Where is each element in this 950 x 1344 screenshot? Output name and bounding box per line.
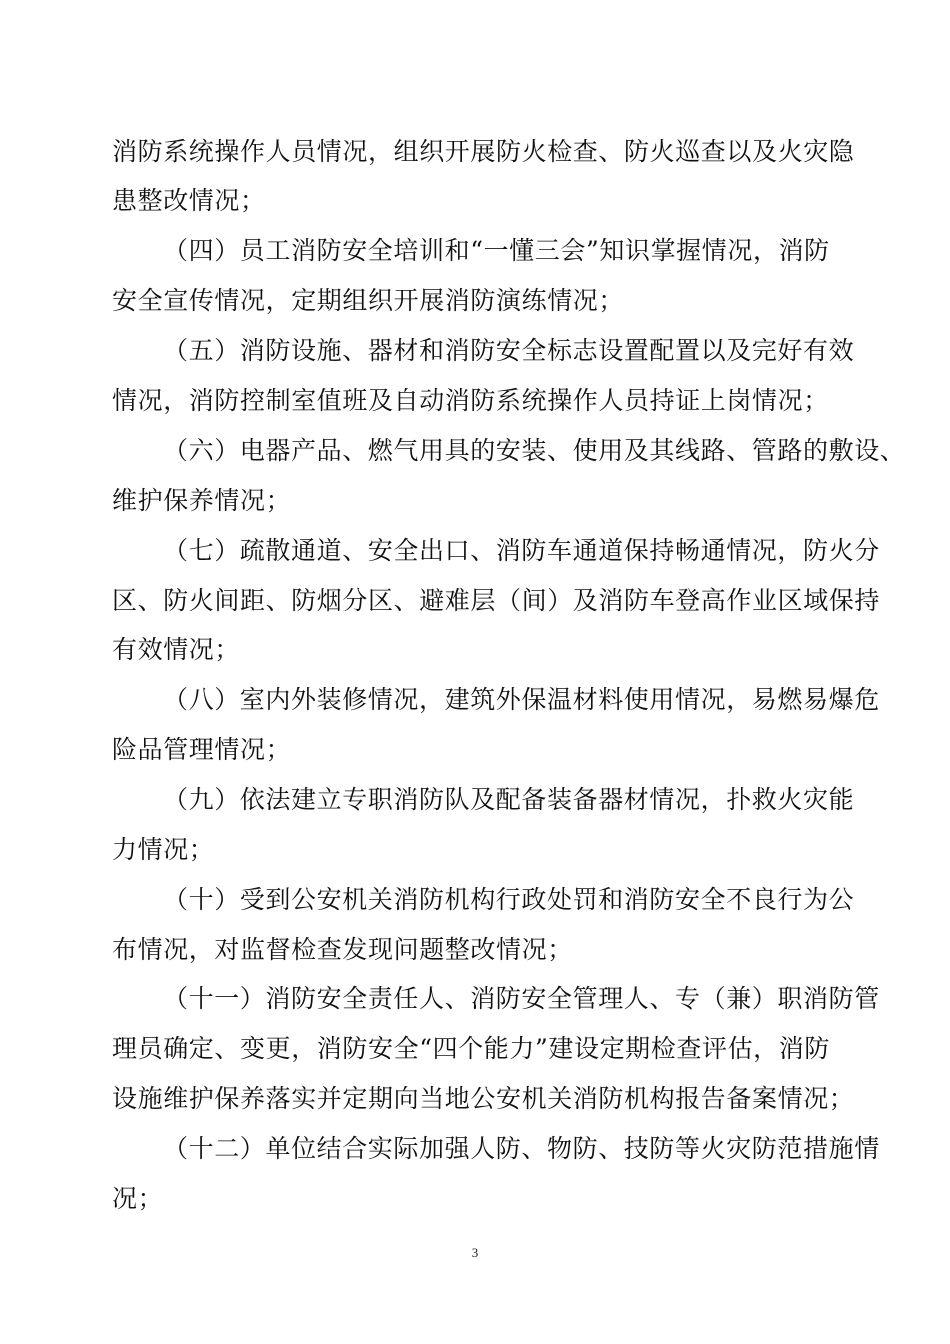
paragraph-8-line: （八）室内外装修情况，建筑外保温材料使用情况，易燃易爆危 <box>163 685 880 714</box>
text-line: 患整改情况； <box>112 186 266 215</box>
paragraph-11-line: （十一）消防安全责任人、消防安全管理人、专（兼）职消防管 <box>163 984 880 1013</box>
page-number: 3 <box>471 1245 479 1260</box>
text-line: 情况，消防控制室值班及自动消防系统操作人员持证上岗情况； <box>112 386 829 415</box>
text-line: 布情况，对监督检查发现问题整改情况； <box>112 935 573 964</box>
text-line: 有效情况； <box>112 635 241 664</box>
text-line: 险品管理情况； <box>112 735 292 764</box>
paragraph-5-line: （五）消防设施、器材和消防安全标志设置配置以及完好有效 <box>163 336 855 365</box>
text-line: 消防系统操作人员情况，组织开展防火检查、防火巡查以及火灾隐 <box>112 137 855 166</box>
paragraph-10-line: （十）受到公安机关消防机构行政处罚和消防安全不良行为公 <box>163 885 855 914</box>
paragraph-4-line: （四）员工消防安全培训和“一懂三会”知识掌握情况，消防 <box>163 236 830 265</box>
text-line: 区、防火间距、防烟分区、避难层（间）及消防车登高作业区域保持 <box>112 586 881 615</box>
text-line: 理员确定、变更，消防安全“四个能力”建设定期检查评估，消防 <box>112 1034 830 1063</box>
paragraph-6-line: （六）电器产品、燃气用具的安装、使用及其线路、管路的敷设、 <box>163 436 906 465</box>
text-line: 力情况； <box>112 835 215 864</box>
text-line: 安全宣传情况，定期组织开展消防演练情况； <box>112 286 625 315</box>
text-line: 况； <box>112 1184 164 1213</box>
text-line: 设施维护保养落实并定期向当地公安机关消防机构报告备案情况； <box>112 1084 855 1113</box>
paragraph-9-line: （九）依法建立专职消防队及配备装备器材情况，扑救火灾能 <box>163 785 855 814</box>
paragraph-7-line: （七）疏散通道、安全出口、消防车通道保持畅通情况，防火分 <box>163 536 880 565</box>
text-line: 维护保养情况； <box>112 486 292 515</box>
paragraph-12-line: （十二）单位结合实际加强人防、物防、技防等火灾防范措施情 <box>163 1134 880 1163</box>
